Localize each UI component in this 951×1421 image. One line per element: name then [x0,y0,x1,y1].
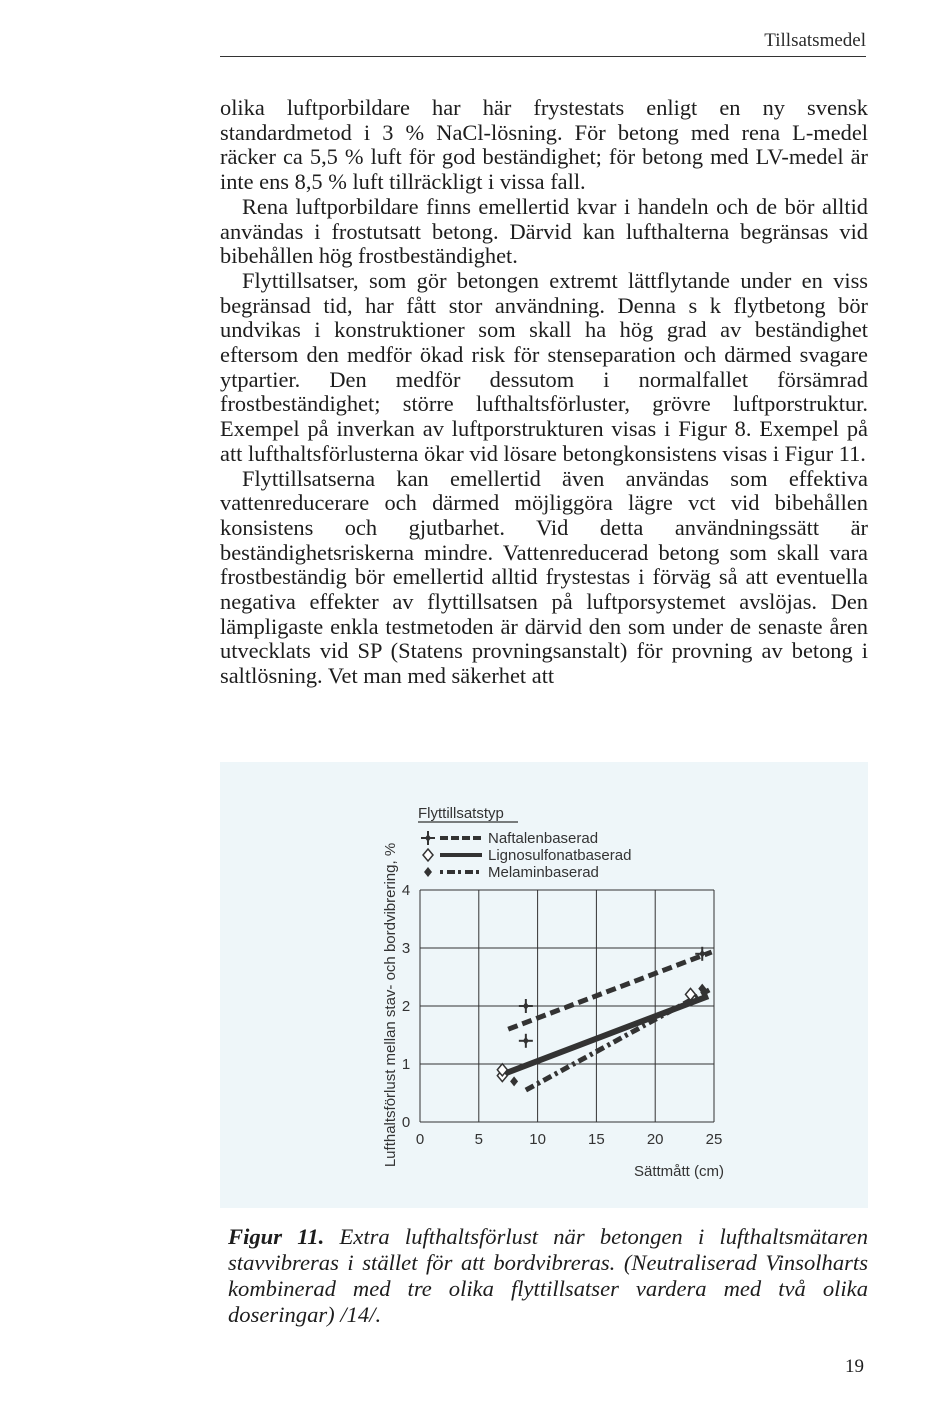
y-tick-label: 3 [401,940,411,957]
caption-text: Extra lufthaltsförlust när betongen i lufthaltsmätaren stavvibreras i stället för att bordvibreras. (Neutraliserad Vinsolharts kombinerad med tre olika flyttillsatser vardera med två olika doseringar) /14/. [228,1224,868,1327]
fit-line-plus [508,952,711,1029]
data-point-plus [523,1037,529,1045]
legend-label: Lignosulfonatbaserad [488,847,632,864]
fit-line-open-diamond [502,996,708,1074]
running-header [220,26,866,57]
paragraph: olika luftporbildare har här frystestats enligt en ny svensk standardmetod i 3 % NaCl-lösning. För betong med rena L-medel räcker ca 5,5 % luft för god beständighet; för betong med LV-medel är inte ens 8,5 % luft tillräckligt i vissa fall. [220,95,868,195]
paragraph: Flyttillsatserna kan emellertid även användas som effektiva vattenreducerare och därmed möjliggöra lägre vct vid bibehållen konsistens och gjutbarhet. Vid detta användningssätt är beständighetsriskerna mindre. Vattenreducerad betong som skall vara frostbeständig bör emellertid alltid frystestas i förväg så att eventuella negativa effekter av flyttillsatsen på luftporsystemet avslöjas. Den lämpligaste enkla testmetoden är därvid den som under de senaste åren utvecklats vid SP (Statens provningsanstalt) för provning av betong i saltlösning. Vet man med säkerhet att [220,465,868,689]
x-axis-label: Sättmått (cm) [633,1163,724,1180]
legend-marker [423,849,433,861]
data-point-plus [699,950,705,958]
legend-label: Naftalenbaserad [488,830,599,847]
legend-marker [424,867,432,877]
fit-lines [502,952,711,1090]
caption-label: Figur 11. [228,1224,325,1249]
tick-labels [402,882,723,1148]
figure-11-chart [220,762,868,1208]
data-point-plus [523,1002,529,1010]
body-text [220,96,868,689]
y-tick-label: 4 [401,882,411,899]
y-tick-label: 2 [401,998,411,1015]
y-tick-label: 1 [401,1056,411,1073]
figure-panel [220,762,868,1208]
legend-marker [425,834,431,842]
legend-label: Melaminbaserad [488,864,599,881]
legend-title: Flyttillsatstyp [418,805,504,822]
page-number: 19 [845,1356,864,1377]
y-tick-label: 0 [401,1114,411,1131]
x-tick-label: 0 [415,1131,425,1148]
y-axis-label: Lufthaltsförlust mellan stav- och bordvibrering, % [382,842,399,1168]
x-tick-label: 20 [646,1131,664,1148]
legend [421,830,631,881]
x-tick-label: 5 [474,1131,483,1148]
paragraph: Rena luftporbildare finns emellertid kvar i handeln och de bör alltid användas i frostutsatt betong. Därvid kan lufthalterna begränsas vid bibehållen hög frostbeständighet. [220,193,868,269]
running-title: Tillsatsmedel [764,30,866,51]
x-tick-label: 25 [705,1131,723,1148]
x-tick-label: 10 [529,1131,546,1148]
paragraph: Flyttillsatser, som gör betongen extremt lättflytande under en viss begränsad tid, har fått stor användning. Denna s k flytbetong bör undvikas i konstruktioner som skall ha hög grad av beständighet eftersom den medför ökad risk för stenseparation och därmed svagare ytpartier. Den medför dessutom i normalfallet försämrad frostbeständighet; större lufthaltsförluster, grövre luftporstruktur. Exempel på inverkan av luftporstrukturen visas i Figur 8. Exempel på att lufthaltsförlusterna ökar vid lösare betongkonsistens visas i Figur 11. [220,267,868,466]
x-tick-label: 15 [588,1131,605,1148]
figure-caption [228,1224,868,1328]
data-point-filled-diamond [510,1076,518,1086]
